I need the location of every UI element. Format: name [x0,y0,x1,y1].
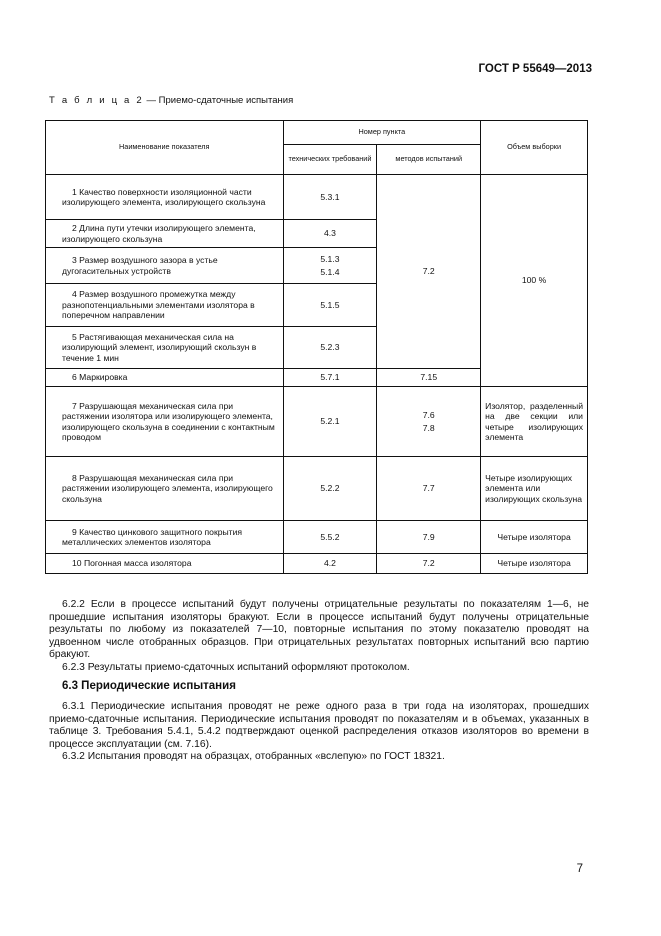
row-tech: 5.7.1 [283,369,377,387]
row-name: 9 Качество цинкового защитного покрытия металлических элементов изолятора [46,521,284,554]
table-caption-title: — Приемо-сдаточные испытания [143,95,294,106]
paragraph-6-2-3: 6.2.3 Результаты приемо-сдаточных испытаний оформляют протоколом. [62,661,410,673]
row-tech-item: 5.1.3 [320,253,340,264]
row-methods: 7.2 [377,554,481,574]
row-methods: 7.7 [377,457,481,521]
row-tech [283,248,377,284]
table-caption [49,95,293,106]
row-tech: 5.3.1 [283,175,377,220]
row-methods-item: 7.8 [422,423,435,433]
section-6-2-text [49,599,589,675]
row-name: 5 Растягивающая механическая сила на изолирующий элемент, изолирующий скользун в течение 1 мин [46,327,284,369]
row-name: 2 Длина пути утечки изолирующего элемента, изолирующего скользуна [46,220,284,248]
row-name: 3 Размер воздушного зазора в устье дугогасительных устройств [46,248,284,284]
header-technical-requirements: технических требований [283,145,377,175]
standard-designation: ГОСТ Р 55649—2013 [478,63,592,75]
row-name: 6 Маркировка [46,369,284,387]
header-point-number: Номер пункта [283,121,481,145]
row-name: 4 Размер воздушного промежутка между разнопотенциальными элементами изолятора в поперечном направлении [46,284,284,327]
row-sample: Четыре изолятора [481,521,588,554]
row-tech: 4.2 [283,554,377,574]
section-heading-6-3: 6.3 Периодические испытания [62,680,236,692]
header-test-methods: методов испытаний [377,145,481,175]
row-sample: Четыре изолятора [481,554,588,574]
header-sample-size: Объем выборки [481,121,588,175]
acceptance-tests-table [45,120,588,574]
row-sample: Изолятор, разделенный на две секции или четыре изолирующих элемента [481,387,588,457]
merged-methods: 7.2 [377,175,481,369]
row-tech-item: 5.1.4 [320,267,340,277]
header-indicator-name: Наименование показателя [46,121,284,175]
row-tech: 5.5.2 [283,521,377,554]
section-6-3-text [49,701,589,764]
row-name: 7 Разрушающая механическая сила при растяжении изолятора или изолирующего элемента, изолирующего скользуна в соединении с контактным проводом [46,387,284,457]
row-methods [377,387,481,457]
row-name: 10 Погонная масса изолятора [46,554,284,574]
row-name: 8 Разрушающая механическая сила при растяжении изолирующего элемента, изолирующего скользуна [46,457,284,521]
row-tech: 4.3 [283,220,377,248]
row-sample: Четыре изолирующих элемента или изолирующих скользуна [481,457,588,521]
row-methods: 7.9 [377,521,481,554]
paragraph-6-3-2: 6.3.2 Испытания проводят на образцах, отобранных «вслепую» по ГОСТ 18321. [62,751,445,763]
row-tech: 5.2.1 [283,387,377,457]
paragraph-6-3-1: 6.3.1 Периодические испытания проводят не реже одного раза в три года на изоляторах, прошедших приемо-сдаточные испытания. Периодические испытания проводят по показателям и в объемах, указанных в таблице 3. Требования 5.4.1, 5.4.2 подтверждают оценкой распределения отказов изоляторов во времени в процессе эксплуатации (см. 7.16). [49,701,589,750]
row-methods-item: 7.6 [422,409,435,420]
table-caption-label: Т а б л и ц а 2 [49,95,144,106]
row-tech: 5.2.2 [283,457,377,521]
paragraph-6-2-2: 6.2.2 Если в процессе испытаний будут получены отрицательные результаты по показателям 1—6, не прошедшие испытания изоляторы бракуют. Если в процессе испытаний будут получены отрицательные результаты по любому из показателей 7—10, повторные испытания по этому показателю проводят на удвоенном числе отобранных образцов. При отрицательных результатах повторных испытаний всю партию бракуют. [49,599,589,661]
merged-sample: 100 % [481,175,588,387]
row-methods: 7.15 [377,369,481,387]
page-number: 7 [576,863,583,875]
row-name: 1 Качество поверхности изоляционной части изолирующего элемента, изолирующего скользуна [46,175,284,220]
row-tech: 5.1.5 [283,284,377,327]
row-tech: 5.2.3 [283,327,377,369]
